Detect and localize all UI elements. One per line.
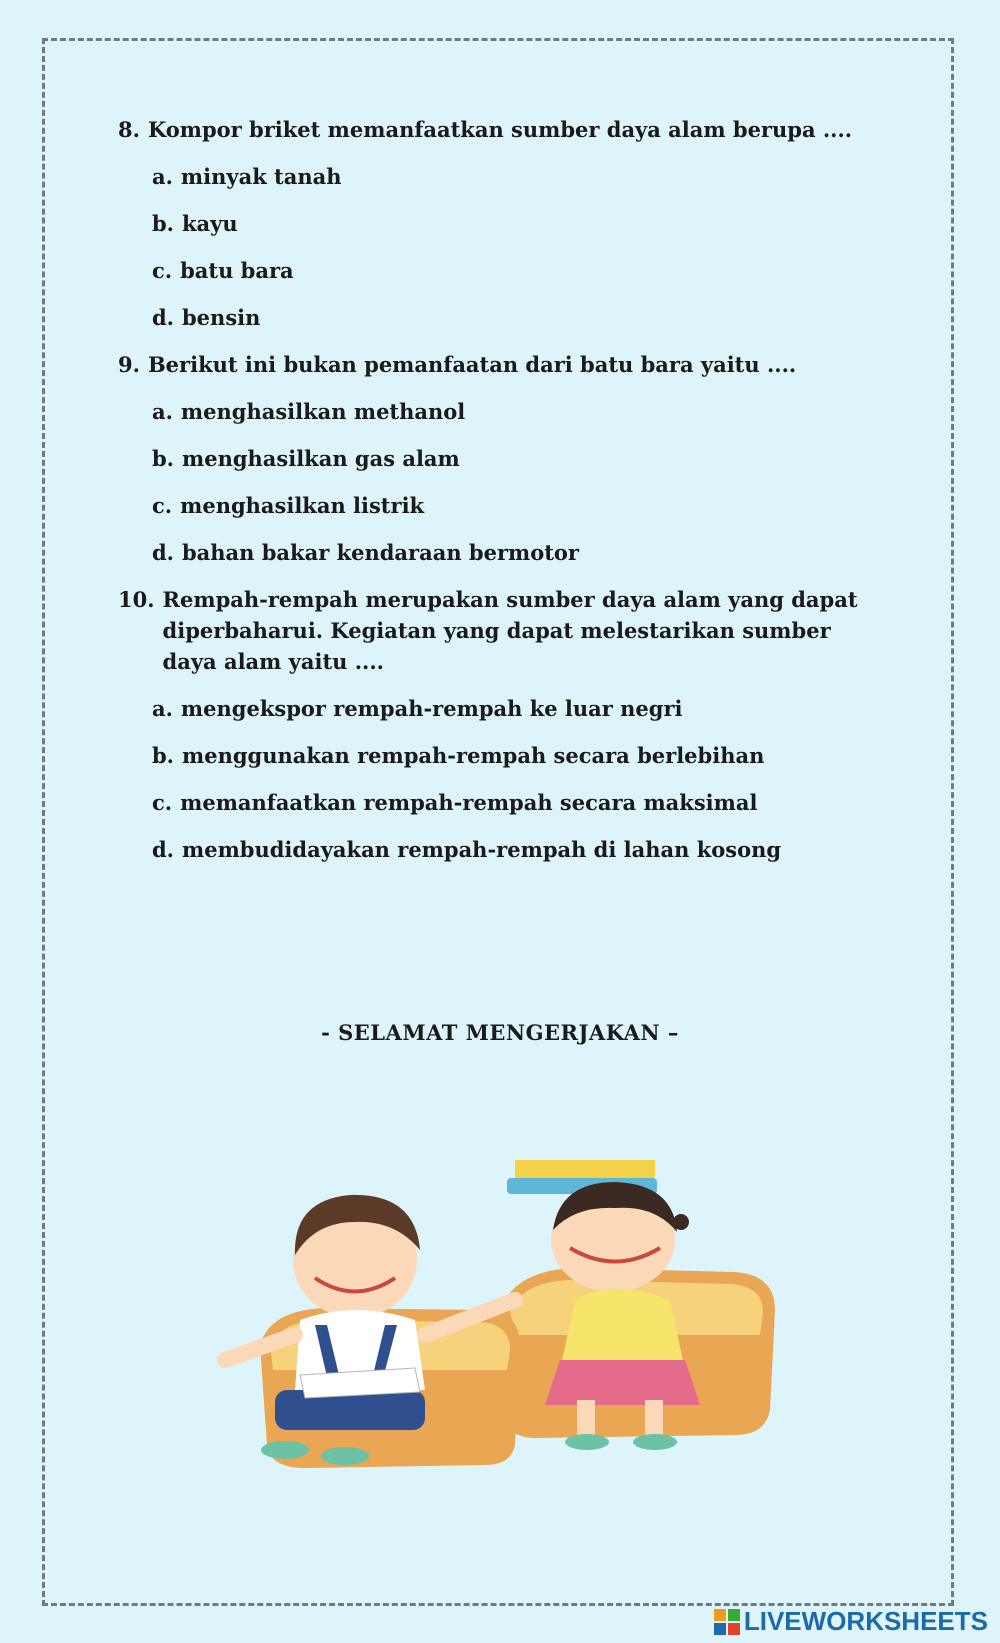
option-text: mengekspor rempah-rempah ke luar negri — [180, 696, 683, 721]
option-text: menghasilkan listrik — [180, 493, 425, 518]
option-c[interactable] — [152, 490, 888, 521]
option-d[interactable] — [152, 537, 888, 568]
option-b[interactable] — [152, 740, 888, 771]
option-letter: d. — [152, 305, 174, 330]
option-a[interactable] — [152, 161, 888, 192]
option-text: menghasilkan methanol — [180, 399, 466, 424]
option-text: bensin — [182, 305, 261, 330]
question-10 — [118, 584, 888, 865]
option-letter: b. — [152, 446, 174, 471]
option-b[interactable] — [152, 208, 888, 239]
brand-name: LIVEWORKSHEETS — [743, 1606, 988, 1636]
option-a[interactable] — [152, 693, 888, 724]
option-text: minyak tanah — [180, 164, 342, 189]
option-d[interactable] — [152, 834, 888, 865]
option-list — [118, 161, 888, 333]
question-8-stem — [118, 114, 888, 145]
closing-message: - SELAMAT MENGERJAKAN – — [321, 1020, 679, 1045]
option-letter: d. — [152, 540, 174, 565]
question-number: 9. — [118, 352, 140, 377]
option-text: batu bara — [180, 258, 294, 283]
option-text: kayu — [182, 211, 238, 236]
question-number: 8. — [118, 117, 140, 142]
question-text: Kompor briket memanfaatkan sumber daya alam berupa .... — [147, 117, 853, 142]
question-text: Berikut ini bukan pemanfaatan dari batu bara yaitu .... — [147, 352, 797, 377]
option-text: menggunakan rempah-rempah secara berlebihan — [182, 743, 765, 768]
option-letter: c. — [152, 790, 173, 815]
option-d[interactable] — [152, 302, 888, 333]
question-text: Rempah-rempah merupakan sumber daya alam yang dapat diperbaharui. Kegiatan yang dapat melestarikan sumber daya alam yaitu .... — [162, 587, 858, 674]
question-10-stem — [118, 584, 888, 677]
brand-watermark — [714, 1606, 988, 1637]
question-8 — [118, 114, 888, 333]
option-c[interactable] — [152, 787, 888, 818]
option-letter: b. — [152, 743, 174, 768]
option-a[interactable] — [152, 396, 888, 427]
option-letter: a. — [152, 399, 173, 424]
option-c[interactable] — [152, 255, 888, 286]
question-9 — [118, 349, 888, 568]
option-list — [118, 693, 888, 865]
option-text: membudidayakan rempah-rempah di lahan kosong — [182, 837, 782, 862]
option-letter: d. — [152, 837, 174, 862]
option-text: bahan bakar kendaraan bermotor — [182, 540, 580, 565]
question-9-stem — [118, 349, 888, 380]
option-letter: a. — [152, 164, 173, 189]
option-list — [118, 396, 888, 568]
option-text: memanfaatkan rempah-rempah secara maksimal — [180, 790, 758, 815]
option-letter: c. — [152, 258, 173, 283]
option-b[interactable] — [152, 443, 888, 474]
question-number: 10. — [118, 587, 155, 612]
children-reading-illustration — [215, 1160, 815, 1480]
option-letter: c. — [152, 493, 173, 518]
option-letter: b. — [152, 211, 174, 236]
question-list — [118, 114, 888, 881]
option-letter: a. — [152, 696, 173, 721]
brand-logo-icon — [714, 1609, 740, 1635]
option-text: menghasilkan gas alam — [182, 446, 460, 471]
